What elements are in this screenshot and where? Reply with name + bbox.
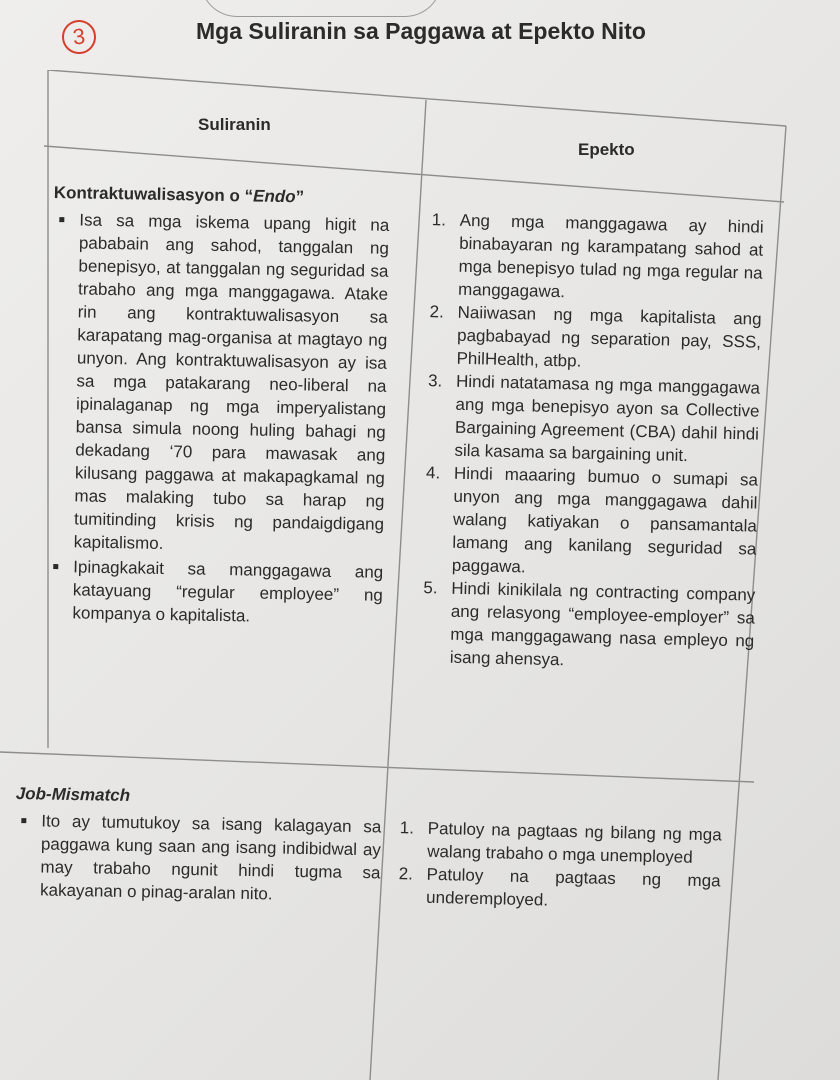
effect-item: 1. Patuloy na pagtaas ng bilang ng mga walang trabaho o mga unemployed — [399, 818, 722, 867]
row2-effects-cell — [390, 816, 722, 915]
handwritten-page-number: 3 — [60, 18, 97, 55]
row2-effects-list — [390, 816, 722, 915]
effect-item: 2. Patuloy na pagtaas ng mga underemployed. — [398, 864, 721, 910]
page-edge-arc — [200, 0, 442, 17]
row1-effects-cell — [414, 208, 764, 676]
effect-item: 2. Naiiwasan ng mga kapitalista ang pagbabayad ng separation pay, SSS, PhilHealth, atbp. — [429, 302, 762, 371]
row1-problem-cell — [46, 181, 390, 630]
table-top-border — [48, 70, 786, 126]
row2-problem-cell — [14, 782, 382, 907]
header-suliranin: Suliranin — [198, 115, 271, 134]
row2-problem-title: Job-Mismatch — [15, 783, 131, 805]
row1-effects-list — [414, 208, 764, 676]
page-title: Mga Suliranin sa Paggawa at Epekto Nito — [196, 18, 646, 44]
effect-item: 3. Hindi natatamasa ng mga manggagawa ang mga benepisyo ayon sa Collective Bargaining Agreement (CBA) dahil hindi sila kasama sa bargaining unit. — [427, 371, 761, 466]
problems-effects-table — [0, 70, 840, 1080]
effect-item: 1. Ang mga manggagawa ay hindi binabayaran ng karampatang sahod at mga benepisyo tulad ng mga regular na manggagawa. — [431, 210, 764, 302]
row1-bullet: Isa sa mga iskema upang higit na pababain ang sahod, tanggalan ng benepisyo, at tanggalan ng seguridad sa trabaho ang mga manggagawa. Atake rin ang kontraktuwalisasyon sa karapatang mag-organisa at magtayo ng unyon. Ang kontraktuwalisasyon ay isa sa mga patakarang neo-liberal na ipinalaganap ng mga imperyalistang bansa simula noong huling bahagi ng dekadang ‘70 para mawasak ang kilusang paggawa at makapagkamal ng mas malaking tubo sa harap ng tumitinding krisis ng pandaigdigang kapitalismo. — [48, 208, 390, 559]
effect-item: 4. Hindi maaaring bumuo o sumapi sa unyon ang mga manggagawa dahil walang katiyakan o pansamantala lamang ang kanilang seguridad sa paggawa. — [425, 463, 759, 577]
row1-bullet: Ipinagkakait sa manggagawa ang katayuang “regular employee” ng kompanya o kapitalista. — [46, 555, 383, 630]
row1-problem-title: Kontraktuwalisasyon o “Endo” — [53, 182, 305, 207]
row-divider — [0, 752, 754, 782]
header-epekto: Epekto — [578, 140, 635, 159]
effect-item: 5. Hindi kinikilala ng contracting company ang relasyong “employee-employer” sa mga manggagawang nasa empleyo ng isang ahensya. — [423, 578, 756, 670]
row2-bullet: Ito ay tumutukoy sa isang kalagayan sa paggawa kung saan ang isang indibidwal ay may trabaho ngunit hindi tugma sa kakayanan o pinag-aralan nito. — [14, 809, 382, 907]
